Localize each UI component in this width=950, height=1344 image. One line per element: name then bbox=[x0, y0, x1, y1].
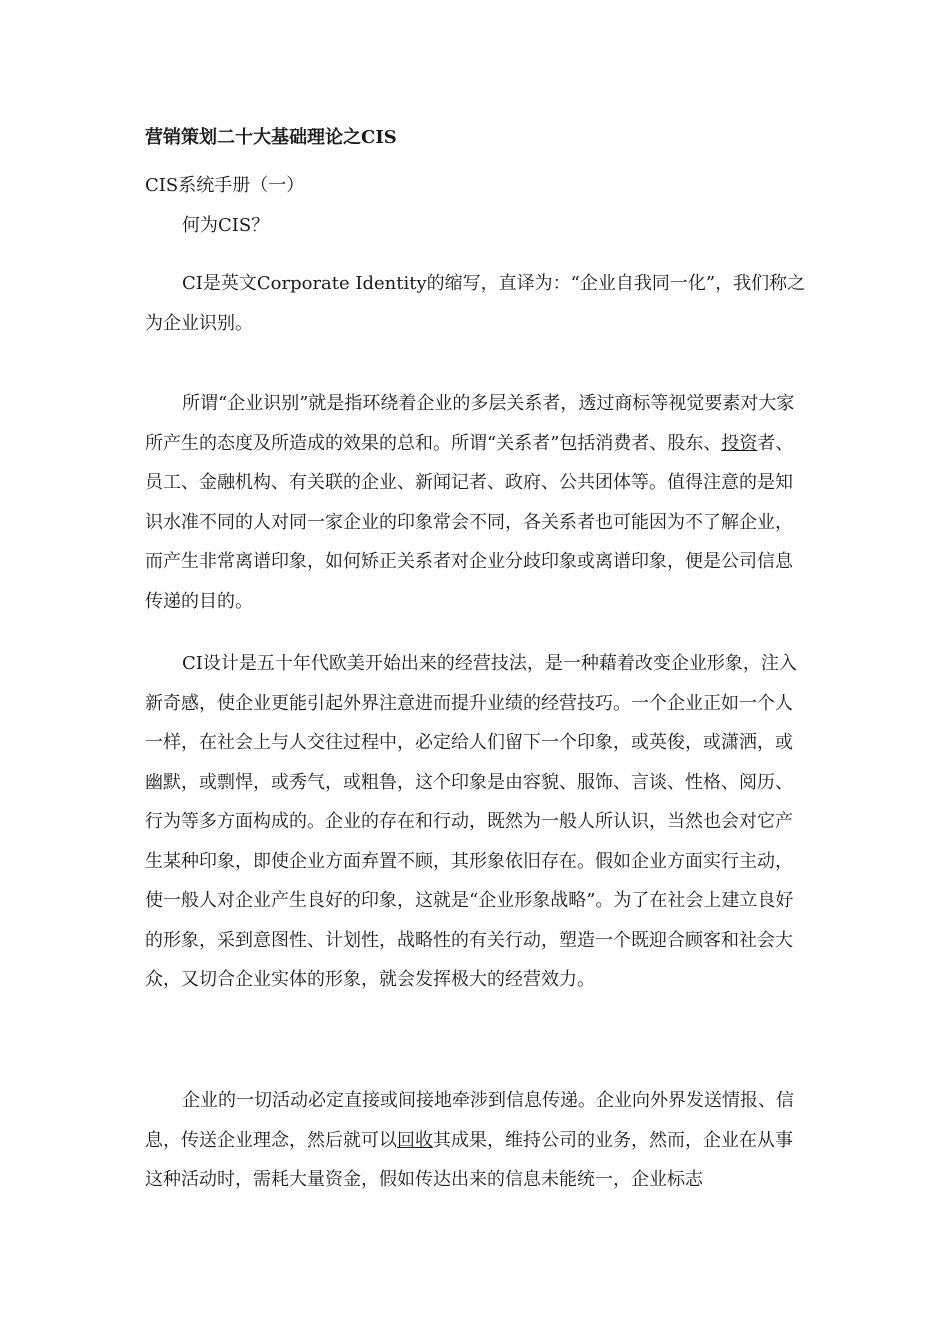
paragraph-corporate-identity bbox=[145, 384, 810, 621]
paragraph-text: 者、员工、金融机构、有关联的企业、新闻记者、政府、公共团体等。值得注意的是知识水准不同的人对同一家企业的印象常会不同，各关系者也可能因为不了解企业，而产生非常离谱印象，如何矫正关系者对企业分歧印象或离谱印象，便是公司信息传递的目的。 bbox=[145, 432, 794, 612]
document-title: 营销策划二十大基础理论之CIS bbox=[145, 127, 397, 148]
paragraph-text: 企业的一切活动必定直接或间接地牵涉到信息传递。企业向外界发送情报、信息，传送企业理念，然后就可以 bbox=[145, 1090, 794, 1151]
link-recovery[interactable]: 回收 bbox=[397, 1129, 433, 1151]
paragraph-text: 所谓“企业识别”就是指环绕着企业的多层关系者，透过商标等视觉要素对大家所产生的态度及所造成的效果的总和。所谓“关系者”包括消费者、股东、 bbox=[145, 393, 795, 454]
paragraph-ci-definition: CI是英文Corporate Identity的缩写，直译为：“企业自我同一化”，我们称之为企业识别。 bbox=[145, 273, 806, 334]
document-subtitle: CIS系统手册（一） bbox=[145, 175, 305, 196]
paragraph-text: 其成果，维持公司的业务，然而，企业在从事这种活动时，需耗大量资金，假如传达出来的信息未能统一，企业标志 bbox=[145, 1129, 793, 1190]
section-question: 何为CIS？ bbox=[182, 215, 270, 236]
paragraph-information-transfer bbox=[145, 1081, 810, 1200]
link-investment[interactable]: 投资 bbox=[721, 432, 758, 454]
paragraph-ci-design: CI设计是五十年代欧美开始出来的经营技法，是一种藉着改变企业形象，注入新奇感，使企业更能引起外界注意进而提升业绩的经营技巧。一个企业正如一个人一样，在社会上与人交往过程中，必定给人们留下一个印象，或英俊，或潇洒，或幽默，或剽悍，或秀气，或粗鲁，这个印象是由容貌、服饰、言谈、性格、阅历、行为等多方面构成的。企业的存在和行动，既然为一般人所认识，当然也会对它产生某种印象，即使企业方面弃置不顾，其形象依旧存在。假如企业方面实行主动，使一般人对企业产生良好的印象，这就是“企业形象战略”。为了在社会上建立良好的形象，采到意图性、计划性，战略性的有关行动，塑造一个既迎合顾客和社会大众，又切合企业实体的形象，就会发挥极大的经营效力。 bbox=[145, 653, 797, 990]
